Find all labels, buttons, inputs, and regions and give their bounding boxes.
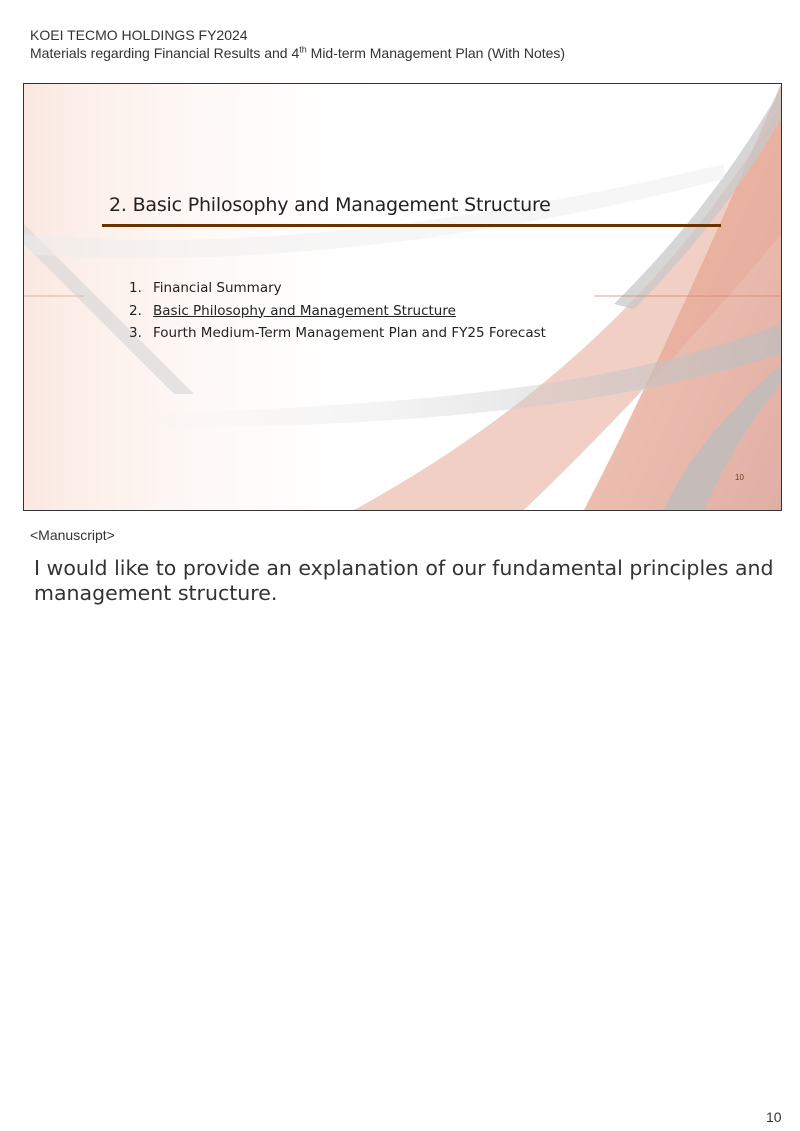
header-subtitle-sup: th [299, 44, 307, 55]
slide-frame [23, 83, 782, 511]
header-subtitle-line [30, 44, 565, 62]
toc-label: Financial Summary [153, 280, 282, 296]
manuscript-label: <Manuscript> [30, 527, 115, 543]
header-company-line: KOEI TECMO HOLDINGS FY2024 [30, 27, 248, 43]
toc-number: 2. [129, 302, 142, 319]
slide-title: 2. Basic Philosophy and Management Structure [109, 194, 551, 216]
document-header [30, 26, 565, 62]
manuscript-text: I would like to provide an explanation of our fundamental principles and management structure. [34, 556, 774, 605]
toc-label: Fourth Medium-Term Management Plan and FY25 Forecast [153, 325, 546, 341]
slide-number: 10 [735, 473, 744, 482]
toc-label-current: Basic Philosophy and Management Structure [153, 302, 456, 319]
toc-item-basic-philosophy [129, 300, 546, 323]
header-subtitle-post: Mid-term Management Plan (With Notes) [306, 45, 566, 61]
toc-number: 3. [129, 325, 142, 341]
toc-item-financial-summary [129, 277, 546, 300]
table-of-contents [129, 277, 546, 345]
title-underline-rule [102, 224, 721, 227]
page-number: 10 [766, 1109, 782, 1125]
toc-item-fourth-mid-term-plan [129, 322, 546, 345]
toc-number: 1. [129, 280, 142, 296]
header-subtitle-pre: Materials regarding Financial Results and 4 [30, 45, 300, 61]
